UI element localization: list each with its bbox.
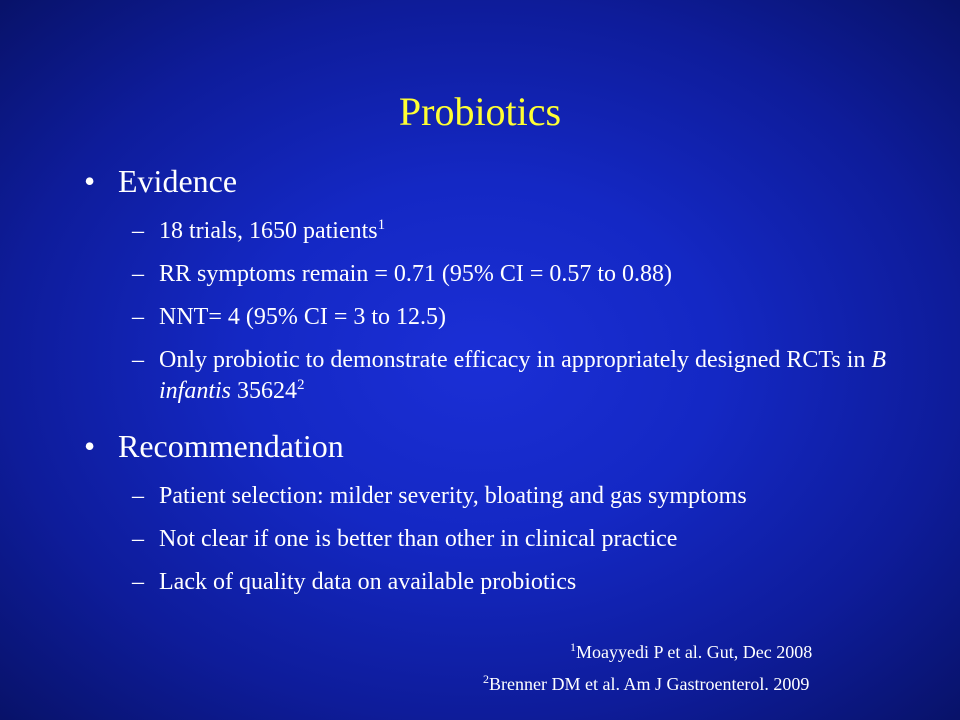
dash-icon: –: [132, 526, 144, 552]
sub-bullet-text: Not clear if one is better than other in clinical practice: [159, 526, 678, 552]
dash-icon: –: [132, 347, 144, 373]
bullet-icon: •: [84, 428, 96, 464]
reference-number: 1: [570, 640, 576, 654]
sub-bullet: [84, 216, 904, 247]
bullet-icon: •: [84, 163, 96, 199]
sub-bullet-text: RR symptoms remain = 0.71 (95% CI = 0.57 to 0.88): [159, 261, 673, 287]
sub-bullet-text: Patient selection: milder severity, bloating and gas symptoms: [159, 483, 747, 509]
reference-marker: 1: [377, 217, 386, 233]
sub-bullet: [84, 259, 904, 290]
bullet-evidence: [84, 160, 904, 202]
sub-bullet-text: 18 trials, 1650 patients: [159, 218, 378, 244]
dash-icon: –: [132, 261, 144, 287]
bullet-heading: Evidence: [118, 163, 238, 199]
dash-icon: –: [132, 569, 144, 595]
dash-icon: –: [132, 483, 144, 509]
reference-2: [483, 672, 809, 696]
slide-content: [84, 160, 904, 610]
bullet-recommendation: [84, 425, 904, 467]
sub-bullet-italic: B infantis: [159, 347, 887, 404]
slide-title: Probiotics: [398, 89, 562, 134]
sub-bullet-text: Only probiotic to demonstrate efficacy in appropriately designed RCTs in: [159, 347, 872, 373]
sub-bullet: [84, 345, 904, 407]
dash-icon: –: [132, 304, 144, 330]
sub-bullet-text: Lack of quality data on available probiotics: [159, 569, 577, 595]
reference-number: 2: [483, 672, 489, 686]
bullet-heading: Recommendation: [118, 428, 344, 464]
reference-text: Brenner DM et al. Am J Gastroenterol. 2009: [489, 674, 810, 694]
sub-bullet: [84, 524, 904, 555]
reference-text: Moayyedi P et al. Gut, Dec 2008: [576, 642, 813, 662]
sub-bullet: [84, 567, 904, 598]
sub-bullet-text: NNT= 4 (95% CI = 3 to 12.5): [159, 304, 447, 330]
reference-marker: 2: [297, 377, 305, 393]
sub-bullet: [84, 481, 904, 512]
dash-icon: –: [132, 218, 144, 244]
sub-bullet: [84, 302, 904, 333]
sub-bullet-text-end: 35624: [231, 378, 298, 404]
reference-1: [570, 640, 812, 664]
